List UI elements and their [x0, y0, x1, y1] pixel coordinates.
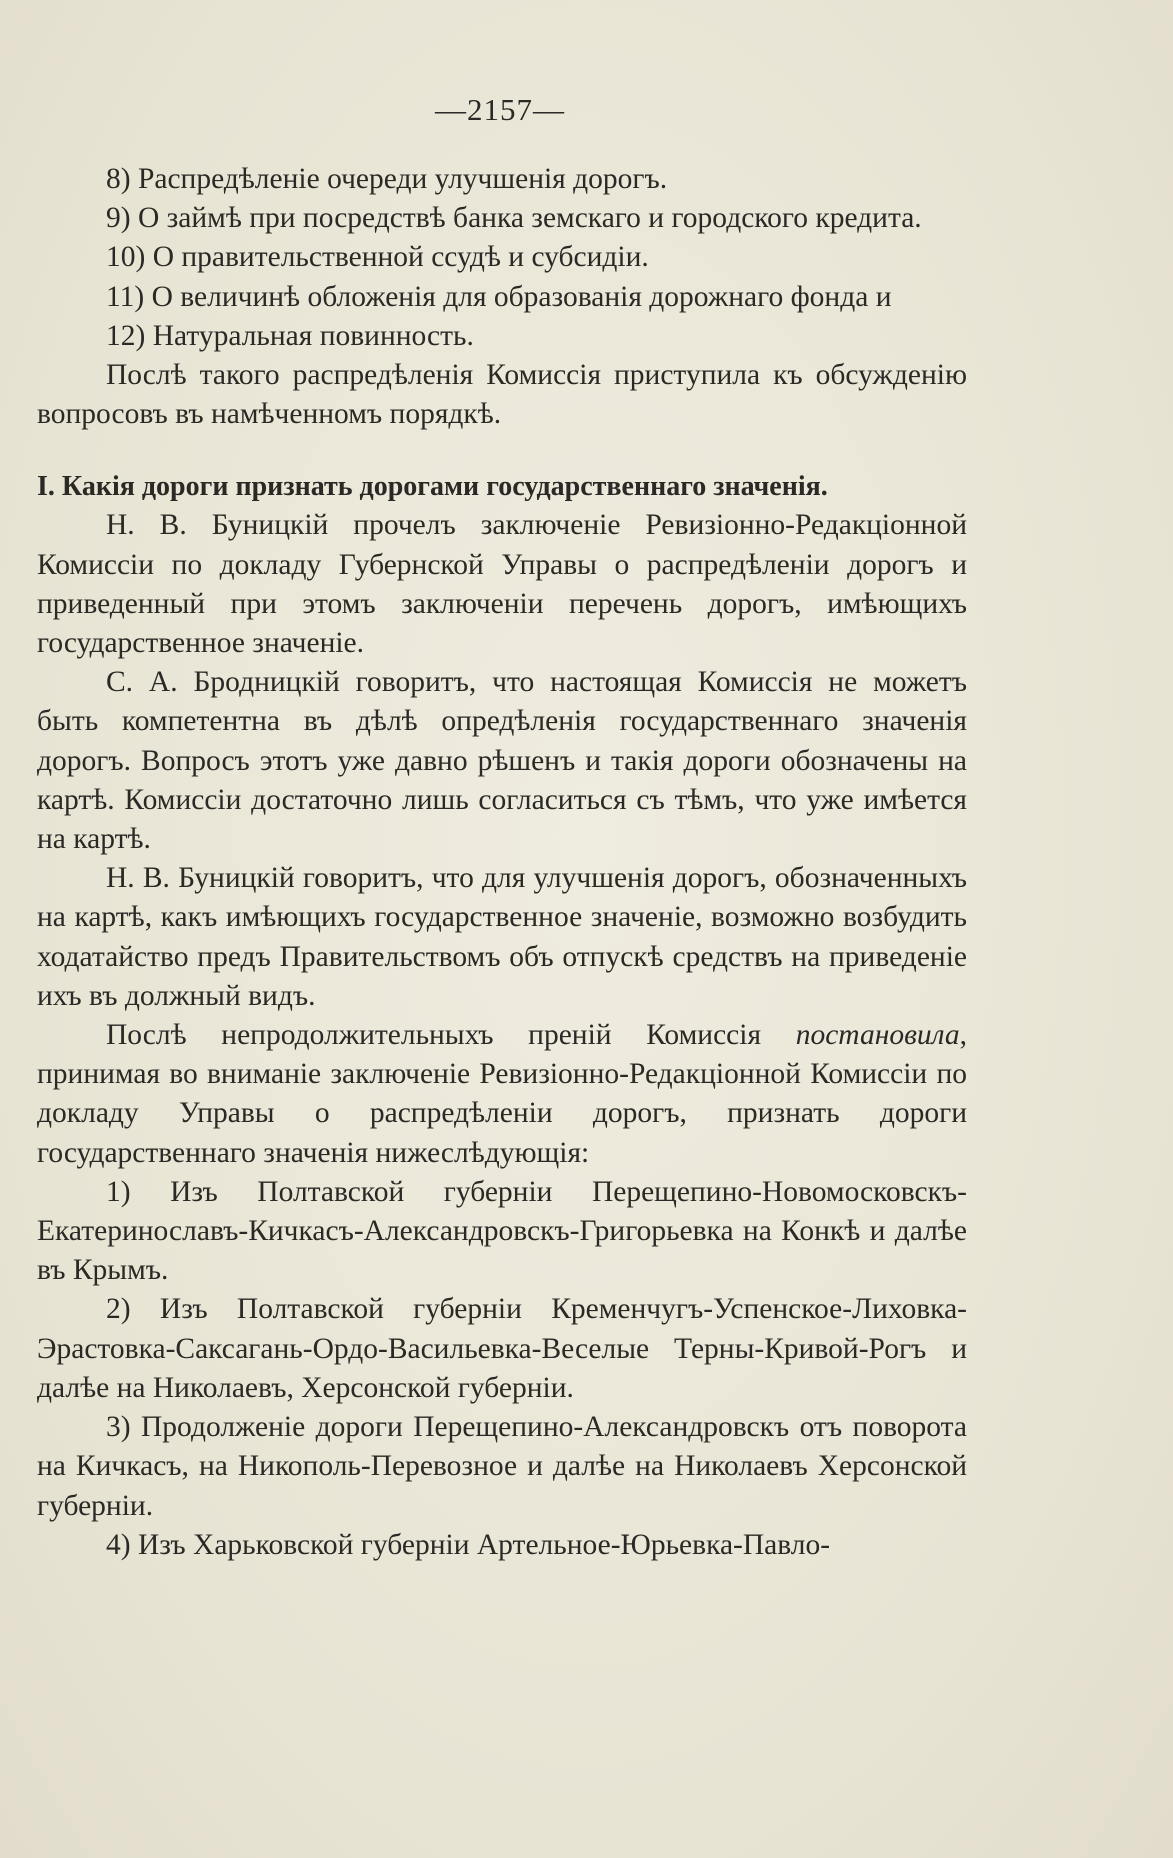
- list-item: 11) О величинѣ обложенія для образованія дорожнаго фонда и: [106, 280, 892, 313]
- list-item: 9) О займѣ при посредствѣ банка земскаго и городского кредита.: [106, 202, 922, 235]
- road-item: 4) Изъ Харьковской губерніи Артельное-Юрьевка-Павло-: [106, 1528, 831, 1561]
- page-number: —2157—: [435, 92, 565, 127]
- road-item: 1) Изъ Полтавской губерніи Перещепино-Новомосковскъ-Екатеринославъ-Кичкасъ-Александровскъ-Григорьевка на Конкѣ и далѣе въ Крымъ.: [37, 1175, 967, 1287]
- list-item: 10) О правительственной ссудѣ и субсидіи.: [106, 241, 649, 274]
- resolution-after: , принимая во вниманіе заключеніе Ревизіонно-Редакціонной Комиссіи по докладу Управы о распредѣленіи дорогъ, признать дороги государственнаго значенія нижеслѣдующія:: [37, 1019, 967, 1169]
- road-item: 3) Продолженіе дороги Перещепино-Александровскъ отъ поворота на Кичкасъ, на Никополь-Перевозное и далѣе на Николаевъ Херсонской губерніи.: [37, 1411, 967, 1522]
- resolution-before: Послѣ непродолжительныхъ преній Комиссія: [106, 1019, 762, 1052]
- paragraph: Н. В. Буницкій говоритъ, что для улучшенія дорогъ, обозначенныхъ на картѣ, какъ имѣющихъ государственное значеніе, возможно возбудить ходатайство предъ Правительствомъ объ отпускѣ средствъ на приведеніе ихъ въ должный видъ.: [37, 862, 967, 1012]
- after-list-paragraph: Послѣ такого распредѣленія Комиссія приступила къ обсужденію вопросовъ въ намѣченномъ порядкѣ.: [37, 359, 967, 431]
- section-heading: I. Какія дороги признать дорогами государственнаго значенія.: [37, 471, 828, 503]
- resolution-emphasis: постановила: [795, 1019, 960, 1052]
- paragraph: Н. В. Буницкій прочелъ заключеніе Ревизіонно-Редакціонной Комиссіи по докладу Губернской Управы о распредѣленіи дорогъ и приведенный при этомъ заключеніи перечень дорогъ, имѣющихъ государственное значеніе.: [37, 509, 967, 660]
- list-item: 8) Распредѣленіе очереди улучшенія дорогъ.: [106, 163, 668, 195]
- resolution-paragraph: [37, 1016, 967, 1173]
- document-body: [37, 160, 967, 1565]
- road-item: 2) Изъ Полтавской губерніи Кременчугъ-Успенское-Лиховка-Эрастовка-Саксагань-Ордо-Васильевка-Веселые Терны-Кривой-Рогъ и далѣе на Николаевъ, Херсонской губерніи.: [37, 1293, 967, 1404]
- paragraph: С. А. Бродницкій говоритъ, что настоящая Комиссія не можетъ быть компетентна въ дѣлѣ опредѣленія государственнаго значенія дорогъ. Вопросъ этотъ уже давно рѣшенъ и такія дороги обозначены на картѣ. Комиссіи достаточно лишь согласиться съ тѣмъ, что уже имѣется на картѣ.: [37, 666, 967, 856]
- list-item: 12) Натуральная повинность.: [106, 319, 474, 352]
